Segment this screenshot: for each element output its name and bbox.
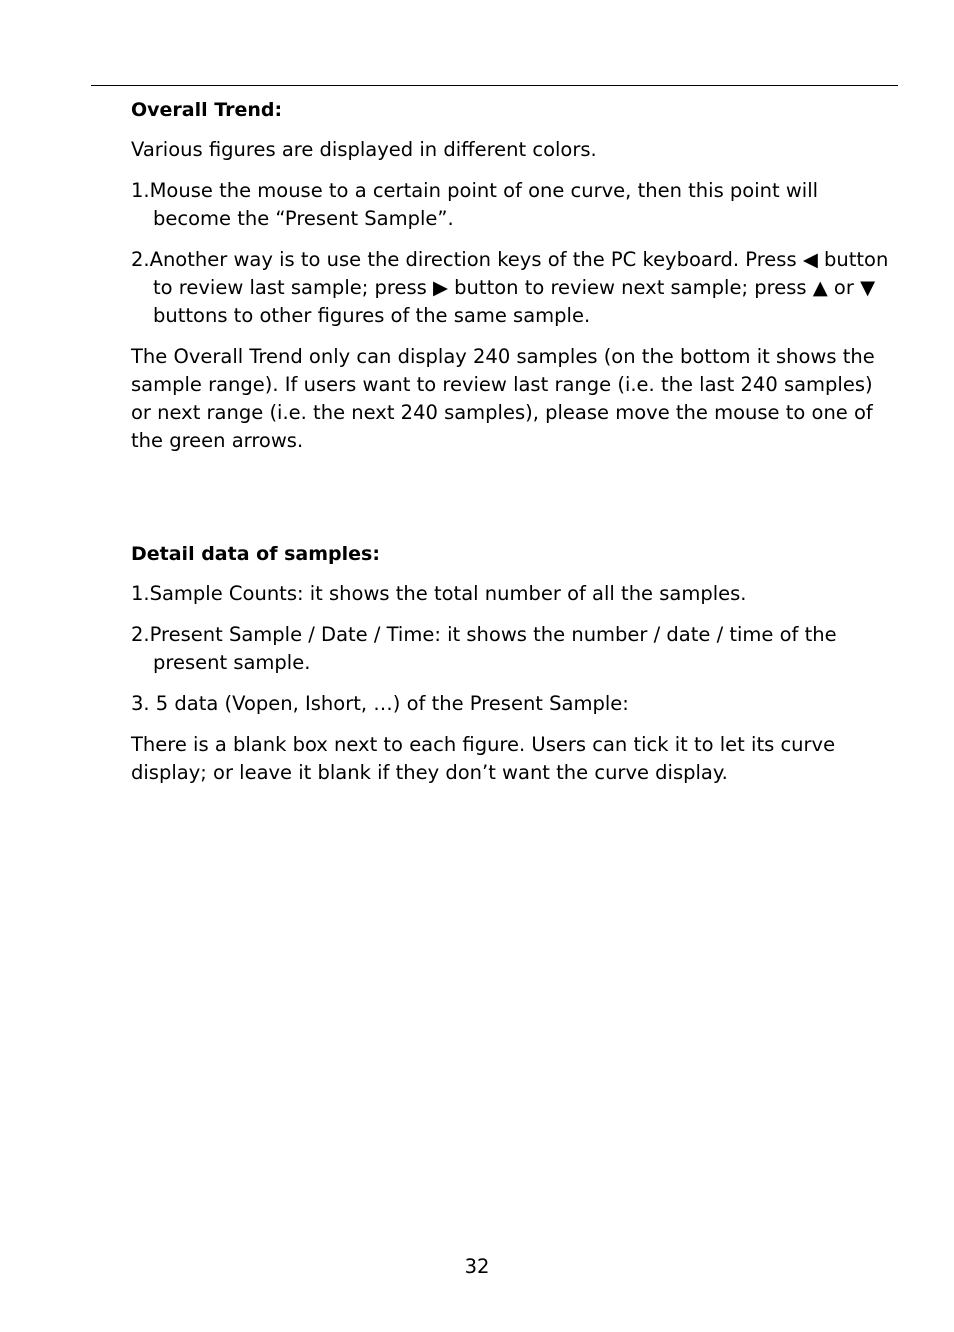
item2-text-part1: 2.Another way is to use the direction keys of the PC keyboard. Press xyxy=(131,248,803,271)
page-number: 32 xyxy=(464,1255,490,1278)
item2-text-part2: button to review last sample; press xyxy=(153,248,889,299)
left-triangle-icon: ◀ xyxy=(802,248,818,271)
item2-text-part3: button to review next sample; press xyxy=(447,276,813,299)
detail-data-item-3: 3. 5 data (Vopen, Ishort, …) of the Present Sample: xyxy=(131,692,629,715)
header-rule xyxy=(91,85,898,86)
item2-text-part5: buttons to other figures of the same sample. xyxy=(153,304,591,327)
down-triangle-icon: ▼ xyxy=(860,276,876,299)
overall-trend-heading: Overall Trend: xyxy=(131,99,283,121)
detail-data-item-2: 2.Present Sample / Date / Time: it shows the number / date / time of the present sample. xyxy=(131,623,837,674)
up-triangle-icon: ▲ xyxy=(812,276,828,299)
section-spacer xyxy=(131,468,891,540)
overall-trend-item-1: 1.Mouse the mouse to a certain point of one curve, then this point will become the “Present Sample”. xyxy=(131,179,819,230)
overall-trend-item-2 xyxy=(131,246,891,330)
overall-trend-note: The Overall Trend only can display 240 samples (on the bottom it shows the sample range). If users want to review last range (i.e. the last 240 samples) or next range (i.e. the next 240 samples), please move the mouse to one of the green arrows. xyxy=(131,345,875,452)
detail-data-note: There is a blank box next to each figure. Users can tick it to let its curve display; or leave it blank if they don’t want the curve display. xyxy=(131,733,836,784)
right-triangle-icon: ▶ xyxy=(432,276,448,299)
detail-data-item-1: 1.Sample Counts: it shows the total number of all the samples. xyxy=(131,582,747,605)
overall-trend-intro: Various figures are displayed in different colors. xyxy=(131,138,597,161)
detail-data-heading: Detail data of samples: xyxy=(131,543,380,565)
item2-text-part4: or xyxy=(827,276,861,299)
page-content xyxy=(131,96,891,800)
